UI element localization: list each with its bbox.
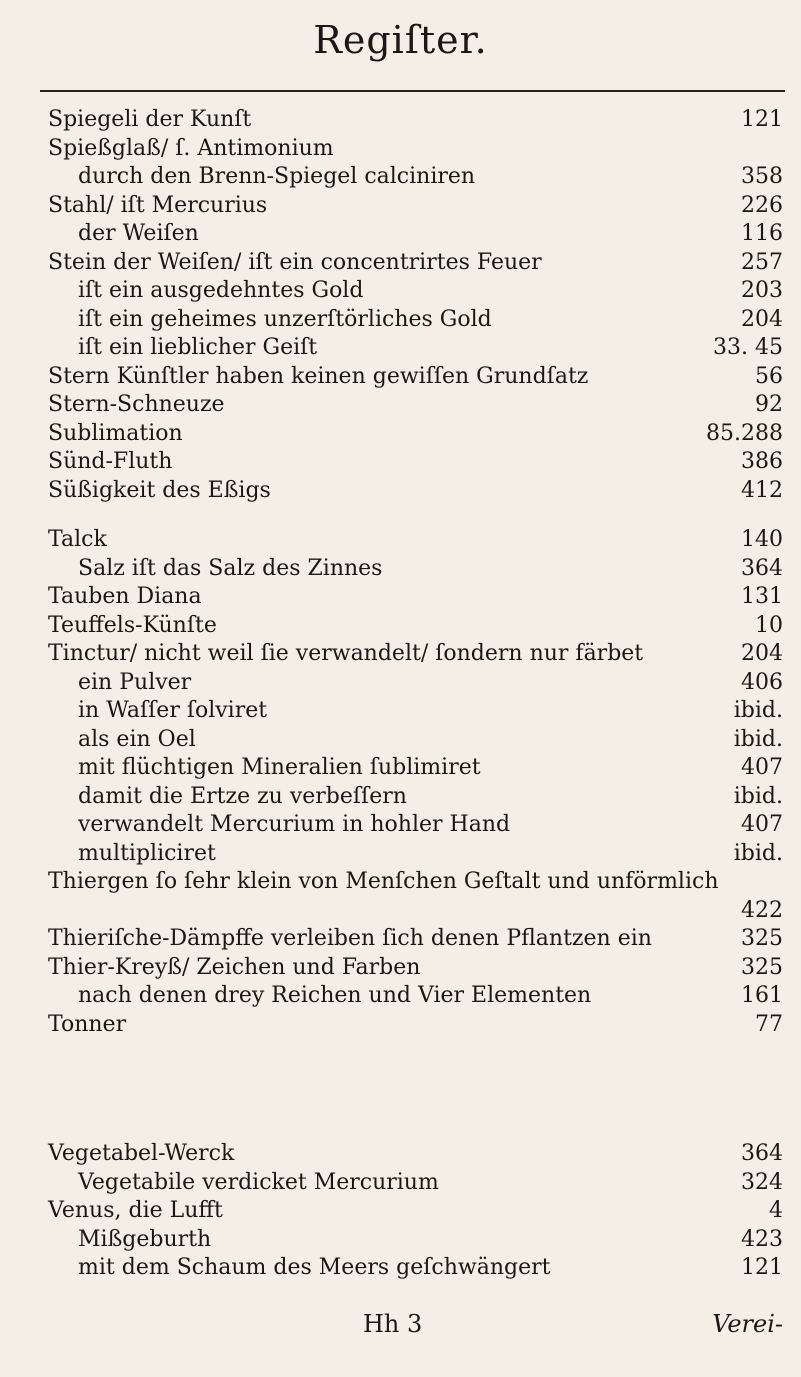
entry-label: Stern Künſtler haben keinen gewiſſen Grundſatz [48, 363, 589, 389]
entry-label: Stern-Schneuze [48, 392, 225, 417]
entry-page-number: 204 [741, 641, 783, 666]
index-entry [48, 334, 783, 363]
index-entry [48, 1254, 783, 1283]
entry-page-number: 121 [741, 107, 783, 132]
index-entry [48, 420, 783, 449]
entry-label: Stahl/ iſt Mercurius [48, 192, 268, 218]
entry-label: Thiergen ſo ſehr klein von Menſchen Geſtalt und unförmlich [48, 869, 719, 894]
entry-page-number: 33. 45 [713, 335, 783, 360]
entry-label: durch den Brenn-Spiegel calciniren [78, 164, 476, 189]
index-entry [48, 306, 783, 335]
entry-label: Vegetabel-Werck [48, 1141, 235, 1166]
index-entry [48, 220, 783, 249]
section-v-entries [48, 1140, 783, 1283]
entry-page-number: 85.288 [706, 420, 783, 446]
entry-page-number: ibid. [733, 840, 783, 866]
entry-page-number: ibid. [733, 726, 783, 752]
entry-label: Süßigkeit des Eßigs [48, 477, 271, 503]
entry-label: Spießglaß/ ſ. Antimonium [48, 135, 334, 161]
entry-page-number: 423 [741, 1226, 783, 1252]
entry-label: nach denen drey Reichen und Vier Elementen [78, 983, 592, 1008]
index-entry [48, 583, 783, 612]
entry-page-number: 116 [741, 221, 783, 246]
page-footer [0, 1310, 801, 1350]
entry-label: iſt ein lieblicher Geiſt [78, 335, 318, 360]
entry-page-number: 407 [741, 812, 783, 837]
entry-page-number: 204 [741, 306, 783, 332]
entry-label: als ein Oel [78, 726, 196, 752]
entry-label: iſt ein geheimes unzerſtörliches Gold [78, 306, 492, 332]
entry-label: Mißgeburth [78, 1226, 212, 1252]
entry-page-number: 412 [741, 477, 783, 503]
section-t-entries [48, 526, 783, 1039]
index-entry [48, 1140, 783, 1169]
entry-label: Thier-Kreyß/ Zeichen und Farben [48, 954, 421, 980]
section-s-entries [48, 106, 783, 505]
catchword: Verei- [712, 1310, 783, 1338]
index-entry [48, 526, 783, 555]
header-rule [40, 90, 785, 92]
entry-label: mit flüchtigen Mineralien ſublimiret [78, 755, 481, 780]
entry-label: iſt ein ausgedehntes Gold [78, 278, 364, 303]
entry-label: verwandelt Mercurium in hohler Hand [78, 812, 511, 837]
entry-label: der Weiſen [78, 221, 199, 246]
entry-page-number: 324 [741, 1169, 783, 1195]
index-entry [48, 249, 783, 278]
index-entry [48, 106, 783, 135]
entry-label: Thieriſche-Dämpffe verleiben ſich denen Pflantzen ein [48, 926, 652, 951]
index-entry [48, 391, 783, 420]
index-entry [48, 783, 783, 812]
entry-label: ein Pulver [78, 669, 192, 695]
signature-mark: Hh 3 [363, 1310, 423, 1338]
index-entry [48, 448, 783, 477]
entry-page-number: 10 [755, 612, 783, 638]
index-entry [48, 669, 783, 698]
entry-page-number: 325 [741, 926, 783, 951]
entry-page-number: 4 [769, 1198, 783, 1223]
entry-label: Talck [48, 527, 107, 552]
entry-label: Venus, die Lufft [48, 1198, 223, 1223]
index-entry [48, 868, 783, 897]
entry-label: Sünd-Fluth [48, 449, 173, 474]
index-entry [48, 726, 783, 755]
entry-label: Tauben Diana [48, 584, 202, 609]
index-entry [48, 612, 783, 641]
index-entry [48, 192, 783, 221]
index-entry [48, 555, 783, 584]
entry-page-number: 325 [741, 954, 783, 980]
entry-label: mit dem Schaum des Meers geſchwängert [78, 1255, 551, 1280]
index-entry [48, 477, 783, 506]
index-entry [48, 135, 783, 164]
entry-label: Tonner [48, 1011, 127, 1037]
index-entry [48, 277, 783, 306]
entry-page-number: 226 [741, 192, 783, 218]
entry-label: in Waſſer ſolviret [78, 698, 268, 723]
index-entry [48, 897, 783, 926]
index-entry [48, 954, 783, 983]
entry-page-number: 422 [741, 897, 783, 923]
entry-page-number: 203 [741, 278, 783, 303]
index-entry [48, 1197, 783, 1226]
entry-page-number: 406 [741, 669, 783, 695]
index-entry [48, 1169, 783, 1198]
index-entry [48, 640, 783, 669]
entry-page-number: 56 [755, 363, 783, 389]
entry-label: Teuffels-Künſte [48, 612, 217, 638]
entry-page-number: 386 [741, 449, 783, 474]
index-entry [48, 982, 783, 1011]
entry-label: multipliciret [78, 840, 216, 866]
entry-page-number: 364 [741, 1141, 783, 1166]
entry-page-number: 161 [741, 983, 783, 1008]
index-entry [48, 754, 783, 783]
index-entry [48, 363, 783, 392]
entry-label: Spiegeli der Kunſt [48, 107, 252, 132]
entry-label: Tinctur/ nicht weil ſie verwandelt/ ſondern nur färbet [48, 641, 644, 666]
entry-page-number: 358 [741, 164, 783, 189]
entry-page-number: 140 [741, 527, 783, 552]
index-entry [48, 811, 783, 840]
entry-label: Vegetabile verdicket Mercurium [78, 1169, 439, 1195]
entry-label: Stein der Weiſen/ iſt ein concentrirtes Feuer [48, 249, 542, 275]
entry-label: Sublimation [48, 420, 183, 446]
index-entry [48, 1011, 783, 1040]
index-entry [48, 163, 783, 192]
index-entry [48, 1226, 783, 1255]
entry-page-number: 257 [741, 249, 783, 275]
entry-page-number: 121 [741, 1255, 783, 1280]
entry-label: damit die Ertze zu verbeſſern [78, 783, 407, 809]
entry-page-number: 407 [741, 755, 783, 780]
entry-page-number: 77 [755, 1011, 783, 1037]
entry-page-number: ibid. [733, 698, 783, 723]
index-entry [48, 925, 783, 954]
page-title: Regiſter. [313, 18, 488, 62]
index-entry [48, 697, 783, 726]
entry-label: Salz iſt das Salz des Zinnes [78, 555, 383, 581]
index-entry [48, 840, 783, 869]
entry-page-number: ibid. [733, 783, 783, 809]
entry-page-number: 364 [741, 555, 783, 581]
entry-page-number: 131 [741, 584, 783, 609]
entry-page-number: 92 [755, 392, 783, 417]
